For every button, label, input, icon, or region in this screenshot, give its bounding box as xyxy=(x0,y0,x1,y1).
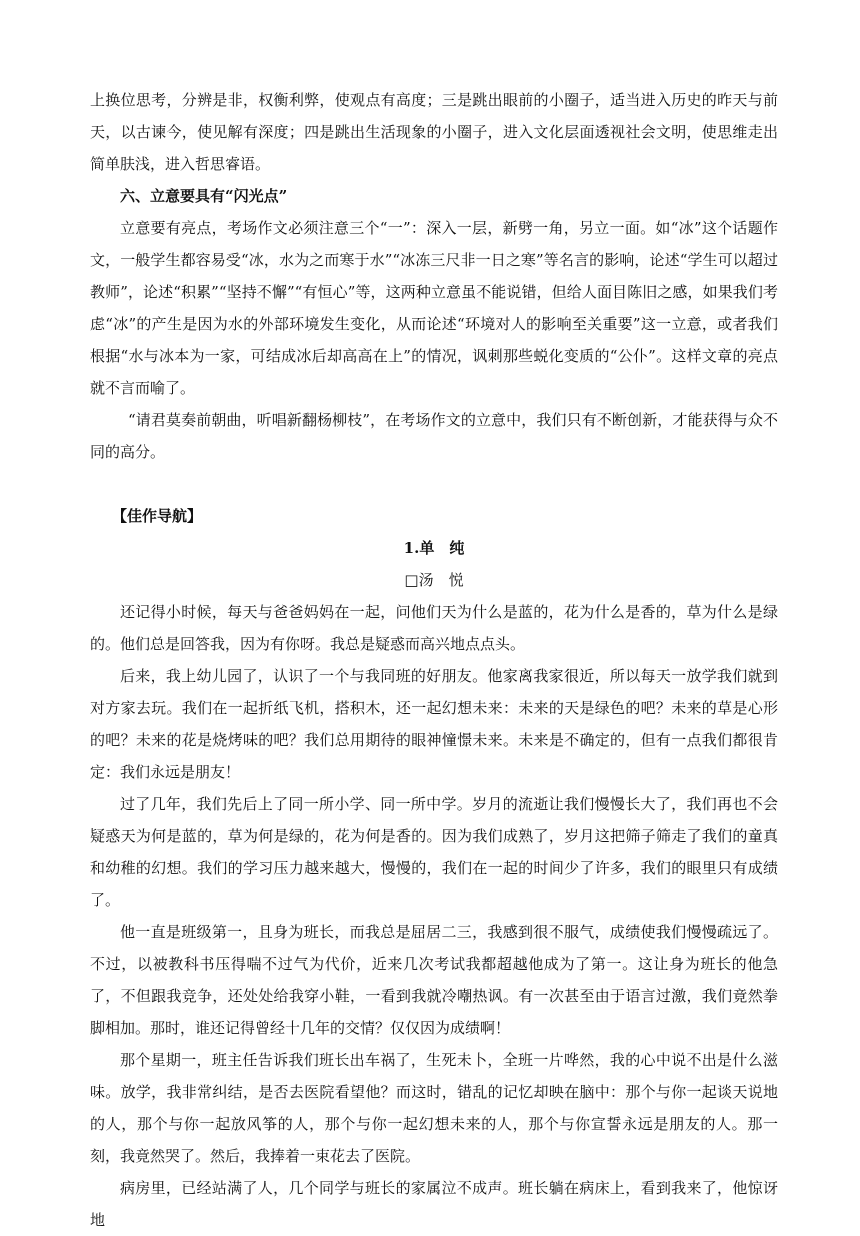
essay-paragraph: 过了几年，我们先后上了同一所小学、同一所中学。岁月的流逝让我们慢慢长大了，我们再也不会疑惑天为何是蓝的，草为何是绿的，花为何是香的。因为我们成熟了，岁月这把筛子筛走了我们的童真和幼稚的幻想。我们的学习压力越来越大，慢慢的，我们在一起的时间少了许多，我们的眼里只有成绩了。 xyxy=(90,795,778,909)
essay-title: 1.单 纯 xyxy=(403,539,465,557)
exemplar-section-label: 【佳作导航】 xyxy=(112,507,203,525)
essay-paragraph: 那个星期一，班主任告诉我们班长出车祸了，生死未卜，全班一片哗然，我的心中说不出是什么滋味。放学，我非常纠结，是否去医院看望他？而这时，错乱的记忆却映在脑中：那个与你一起谈天说地的人，那个与你一起放风筝的人，那个与你一起幻想未来的人，那个与你宣誓永远是朋友的人。那一刻，我竟然哭了。然后，我捧着一束花去了医院。 xyxy=(90,1051,778,1165)
intro-continuation-paragraph: 上换位思考，分辨是非，权衡利弊，使观点有高度；三是跳出眼前的小圈子，适当进入历史的昨天与前天，以古谏今，使见解有深度；四是跳出生活现象的小圈子，进入文化层面透视社会文明，使思维走出简单肤浅，进入哲思睿语。 xyxy=(90,91,778,173)
closing-quote-paragraph: “请君莫奏前朝曲，听唱新翻杨柳枝”，在考场作文的立意中，我们只有不断创新，才能获得与众不同的高分。 xyxy=(90,411,778,461)
essay-paragraph: 后来，我上幼儿园了，认识了一个与我同班的好朋友。他家离我家很近，所以每天一放学我们就到对方家去玩。我们在一起折纸飞机，搭积木，还一起幻想未来：未来的天是绿色的吧？未来的草是心形的吧？未来的花是烧烤味的吧？我们总用期待的眼神憧憬未来。未来是不确定的，但有一点我们都很肯定：我们永远是朋友！ xyxy=(90,667,778,781)
essay-author: □汤 悦 xyxy=(404,571,464,589)
essay-paragraph: 病房里，已经站满了人，几个同学与班长的家属泣不成声。班长躺在病床上，看到我来了，他惊讶地 xyxy=(90,1179,778,1229)
section-six-heading: 六、立意要具有“闪光点” xyxy=(120,187,288,205)
section-six-body-paragraph: 立意要有亮点，考场作文必须注意三个“一”：深入一层，新劈一角，另立一面。如“冰”这个话题作文，一般学生都容易受“冰，水为之而寒于水”“冰冻三尺非一日之寒”等名言的影响，论述“学生可以超过教师”，论述“积累”“坚持不懈”“有恒心”等，这两种立意虽不能说错，但给人面目陈旧之感，如果我们考虑“冰”的产生是因为水的外部环境发生变化，从而论述“环境对人的影响至关重要”这一立意，或者我们根据“水与冰本为一家，可结成冰后却高高在上”的情况，讽刺那些蜕化变质的“公仆”。这样文章的亮点就不言而喻了。 xyxy=(90,219,778,397)
essay-paragraph: 他一直是班级第一，且身为班长，而我总是屈居二三，我感到很不服气，成绩使我们慢慢疏远了。不过，以被教科书压得喘不过气为代价，近来几次考试我都超越他成为了第一。这让身为班长的他急了，不但跟我竞争，还处处给我穿小鞋，一看到我就冷嘲热讽。有一次甚至由于语言过激，我们竟然拳脚相加。那时，谁还记得曾经十几年的交情？仅仅因为成绩啊！ xyxy=(90,923,778,1037)
section-spacer xyxy=(90,468,778,500)
essay-paragraph: 还记得小时候，每天与爸爸妈妈在一起，问他们天为什么是蓝的，花为什么是香的，草为什么是绿的。他们总是回答我，因为有你呀。我总是疑惑而高兴地点点头。 xyxy=(90,603,778,653)
